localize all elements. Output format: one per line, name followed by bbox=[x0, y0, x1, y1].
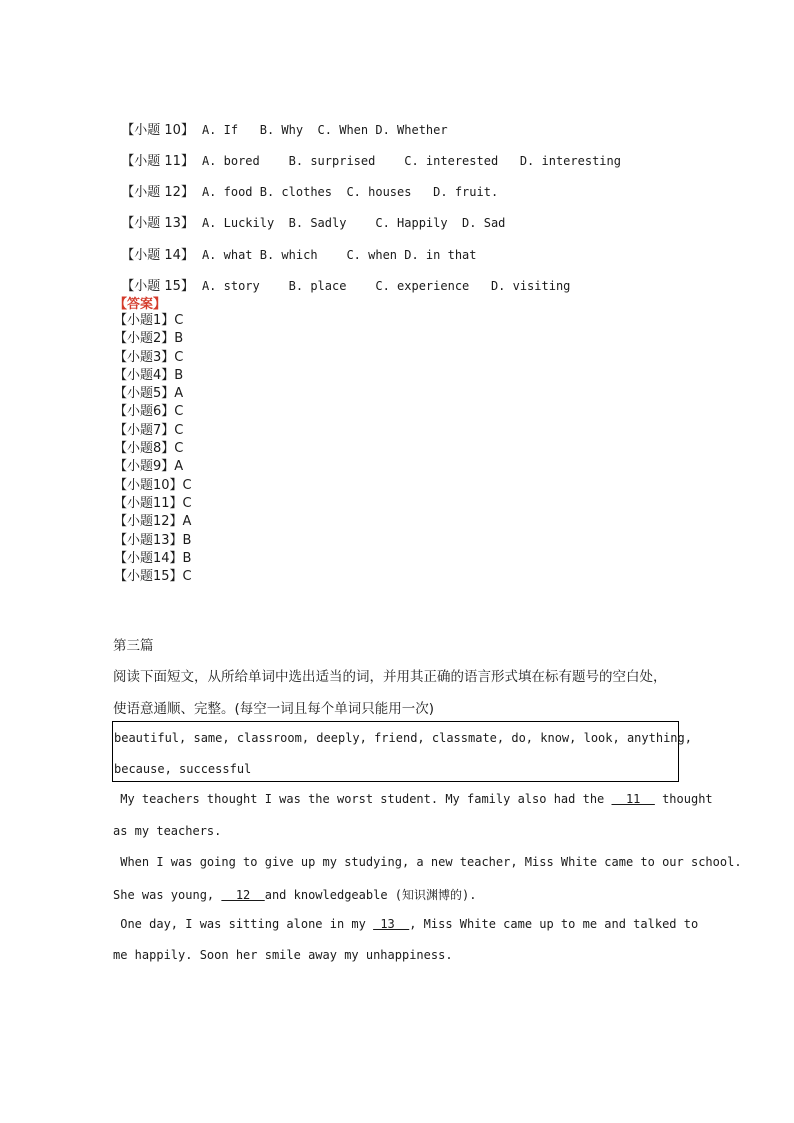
word-box-line: because, successful bbox=[114, 762, 252, 776]
question-row bbox=[113, 260, 571, 294]
question-label: 【小题 10】 bbox=[121, 123, 194, 138]
question-row bbox=[113, 166, 499, 200]
question-row bbox=[113, 135, 621, 169]
passage-text: One day, I was sitting alone in my bbox=[113, 917, 374, 931]
question-options: A. what B. which C. when D. in that bbox=[201, 248, 477, 262]
instruction-line: 使语意通顺、完整。(每空一词且每个单词只能用一次) bbox=[113, 701, 435, 717]
question-options: A. story B. place C. experience D. visiting bbox=[201, 279, 571, 293]
answer-item: 【小题15】C bbox=[114, 569, 192, 585]
answer-item: 【小题4】B bbox=[114, 367, 184, 383]
question-options: A. If B. Why C. When D. Whether bbox=[201, 123, 448, 137]
answer-list bbox=[114, 312, 192, 586]
question-options: A. Luckily B. Sadly C. Happily D. Sad bbox=[201, 216, 506, 230]
answer-item: 【小题8】C bbox=[114, 441, 184, 457]
passage-line: me happily. Soon her smile away my unhappiness. bbox=[113, 948, 453, 962]
answer-item: 【小题2】B bbox=[114, 331, 184, 347]
answer-item: 【小题9】A bbox=[114, 459, 184, 475]
question-options: A. food B. clothes C. houses D. fruit. bbox=[201, 185, 499, 199]
question-label: 【小题 11】 bbox=[121, 154, 194, 169]
passage-text: My teachers thought I was the worst student. My family also had the bbox=[113, 792, 612, 806]
passage-text: She was young, bbox=[113, 888, 222, 902]
answer-item: 【小题14】B bbox=[114, 550, 192, 566]
section-title: 第三篇 bbox=[113, 638, 154, 654]
passage-line: When I was going to give up my studying, a new teacher, Miss White came to our school. bbox=[113, 855, 742, 869]
question-options: A. bored B. surprised C. interested D. interesting bbox=[201, 154, 621, 168]
question-label: 【小题 15】 bbox=[121, 279, 194, 294]
question-row bbox=[113, 104, 448, 138]
blank-13: 13 bbox=[373, 917, 410, 931]
passage-line: as my teachers. bbox=[113, 824, 222, 838]
word-box-line: beautiful, same, classroom, deeply, friend, classmate, do, know, look, anything, bbox=[114, 731, 692, 745]
passage-text: thought bbox=[654, 792, 713, 806]
answer-item: 【小题5】A bbox=[114, 386, 184, 402]
passage-text: and knowledgeable (知识渊博的). bbox=[264, 888, 477, 902]
word-box bbox=[112, 721, 692, 782]
answer-item: 【小题6】C bbox=[114, 404, 184, 420]
answer-item: 【小题12】A bbox=[114, 514, 192, 530]
answer-item: 【小题3】C bbox=[114, 349, 184, 365]
question-row bbox=[113, 197, 506, 231]
passage-line bbox=[113, 917, 699, 931]
question-label: 【小题 14】 bbox=[121, 248, 194, 263]
question-label: 【小题 13】 bbox=[121, 216, 194, 231]
question-row bbox=[113, 229, 477, 263]
blank-12: 12 bbox=[221, 888, 265, 902]
answer-item: 【小题7】C bbox=[114, 422, 184, 438]
answer-item: 【小题10】C bbox=[114, 477, 192, 493]
passage-line bbox=[113, 792, 713, 806]
passage-line bbox=[113, 886, 681, 903]
instruction-line: 阅读下面短文，从所给单词中选出适当的词，并用其正确的语言形式填在标有题号的空白处， bbox=[113, 669, 667, 685]
blank-11: 11 bbox=[611, 792, 655, 806]
passage-text: , Miss White came up to me and talked to bbox=[409, 917, 699, 931]
answer-item: 【小题11】C bbox=[114, 495, 192, 511]
answer-item: 【小题13】B bbox=[114, 532, 192, 548]
answer-heading: 【答案】 bbox=[114, 297, 167, 312]
question-label: 【小题 12】 bbox=[121, 185, 194, 200]
answer-item: 【小题1】C bbox=[114, 313, 184, 328]
